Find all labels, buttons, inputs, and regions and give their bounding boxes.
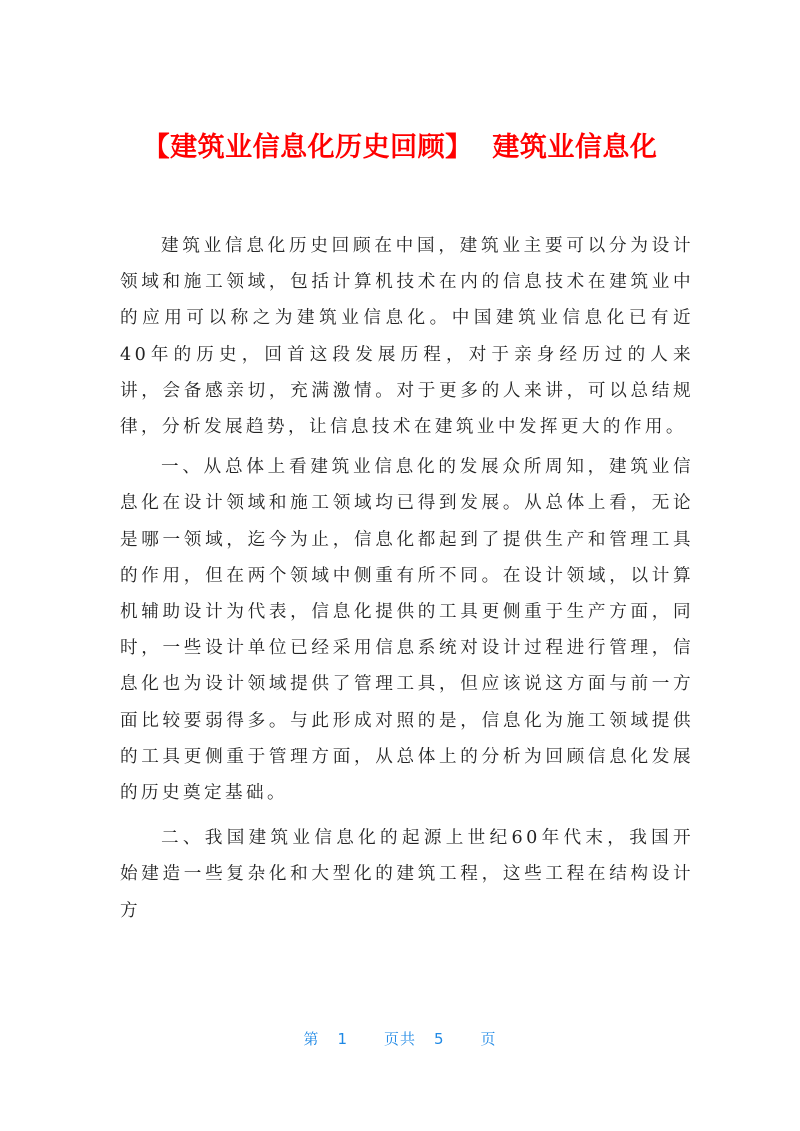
total-pages-number: 5: [434, 1030, 445, 1048]
paragraph-section-2: 二、我国建筑业信息化的起源上世纪60年代末，我国开始建造一些复杂化和大型化的建筑工程，这些工程在结构设计方: [120, 828, 694, 921]
paragraph-intro: 建筑业信息化历史回顾在中国，建筑业主要可以分为设计领域和施工领域，包括计算机技术在内的信息技术在建筑业中的应用可以称之为建筑业信息化。中国建筑业信息化已有近40年的历史，回首这段发展历程，对于亲身经历过的人来讲，会备感亲切，充满激情。对于更多的人来讲，可以总结规律，分析发展趋势，让信息技术在建筑业中发挥更大的作用。: [120, 236, 694, 438]
paragraph-section-1: 一、从总体上看建筑业信息化的发展众所周知，建筑业信息化在设计领域和施工领域均已得到发展。从总体上看，无论是哪一领域，迄今为止，信息化都起到了提供生产和管理工具的作用，但在两个领域中侧重有所不同。在设计领域，以计算机辅助设计为代表，信息化提供的工具更侧重于生产方面，同时，一些设计单位已经采用信息系统对设计过程进行管理，信息化也为设计领域提供了管理工具，但应该说这方面与前一方面比较要弱得多。与此形成对照的是，信息化为施工领域提供的工具更侧重于管理方面，从总体上的分析为回顾信息化发展的历史奠定基础。: [120, 457, 694, 804]
current-page-number: 1: [337, 1030, 348, 1048]
document-body: [120, 228, 694, 929]
page-footer: [0, 1029, 800, 1049]
footer-suffix: 页: [480, 1030, 497, 1048]
footer-middle: 页共: [383, 1030, 416, 1048]
document-title: 【建筑业信息化历史回顾】 建筑业信息化: [142, 132, 658, 163]
footer-prefix: 第: [303, 1030, 320, 1048]
